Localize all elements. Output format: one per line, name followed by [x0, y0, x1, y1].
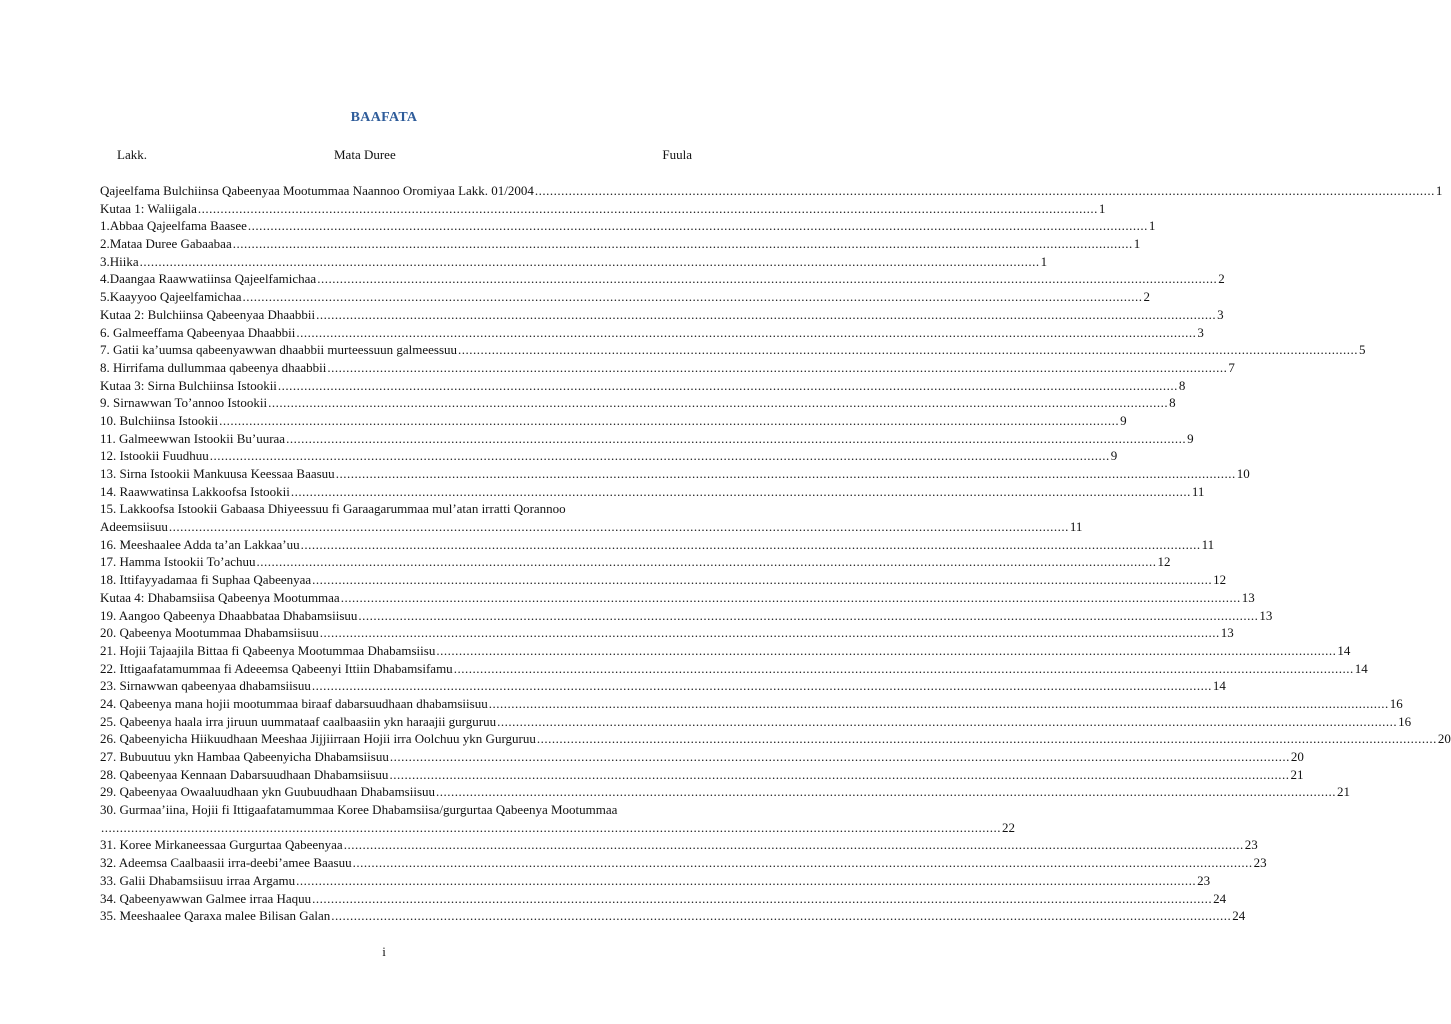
toc-entry-title: 10. Bulchiinsa Istookii	[100, 412, 219, 428]
dot-leader	[358, 607, 1258, 625]
dot-leader	[458, 341, 1358, 359]
toc-entry-page: 2	[1218, 271, 1225, 287]
toc-entry-title: 25. Qabeenya haala irra jiruun uummataaf caalbaasiin ykn haraajii gurguruu	[100, 713, 497, 729]
dot-leader	[535, 182, 1435, 200]
toc-entry-page: 11	[1201, 536, 1215, 552]
toc-entry-title: Kutaa 1: Waliigala	[100, 200, 197, 216]
dot-leader	[101, 819, 1001, 837]
toc-entry-page: 8	[1178, 377, 1186, 393]
table-of-contents	[100, 182, 1451, 925]
toc-entry-page: 14	[1354, 660, 1368, 676]
dot-leader	[489, 695, 1389, 713]
dot-leader	[268, 394, 1168, 412]
toc-entry-title: 12. Istookii Fuudhuu	[100, 448, 209, 464]
dot-leader	[198, 200, 1098, 218]
toc-entry-title: 2.Mataa Duree Gabaabaa	[100, 236, 232, 252]
toc-entry-title: 4.Daangaa Raawwatiinsa Qajeelfamichaa	[100, 271, 317, 287]
toc-entry-page: 9	[1187, 430, 1194, 446]
dot-leader	[389, 766, 1289, 784]
toc-entry-title: 19. Aangoo Qabeenya Dhaabbataa Dhabamsiisuu	[100, 607, 358, 623]
dot-leader	[341, 589, 1241, 607]
toc-entry	[100, 235, 1141, 253]
toc-entry	[100, 500, 698, 518]
dot-leader	[296, 324, 1196, 342]
toc-entry	[100, 288, 1150, 306]
toc-entry	[100, 730, 1451, 748]
toc-entry-title: 7. Gatii ka’uumsa qabeenyawwan dhaabbii murteessuun galmeessuu	[100, 342, 458, 358]
toc-entry	[100, 270, 1225, 288]
toc-entry	[100, 341, 1366, 359]
dot-leader	[436, 783, 1336, 801]
dot-leader	[497, 713, 1397, 731]
dot-leader	[537, 730, 1437, 748]
dot-leader	[320, 624, 1220, 642]
dot-leader	[140, 253, 1040, 271]
toc-entry-title: 17. Hamma Istookii To’achuu	[100, 554, 256, 570]
dot-leader	[312, 677, 1212, 695]
dot-leader	[291, 483, 1191, 501]
toc-entry	[100, 660, 1368, 678]
toc-entry-title: 15. Lakkoofsa Istookii Gabaasa Dhiyeessuu fi Garaagarummaa mul’atan irratti Qorannoo	[100, 501, 566, 517]
toc-entry-page: 21	[1337, 784, 1351, 800]
toc-entry-page: 20	[1437, 731, 1451, 747]
toc-entry	[100, 589, 1255, 607]
toc-entry	[100, 836, 1258, 854]
toc-entry-page: 11	[1069, 519, 1083, 535]
toc-entry-page: 13	[1259, 607, 1273, 623]
toc-entry-title: 9. Sirnawwan To’annoo Istookii	[100, 395, 268, 411]
toc-entry-page: 23	[1197, 872, 1211, 888]
toc-entry-page: 16	[1398, 713, 1412, 729]
toc-entry-page: 13	[1220, 625, 1234, 641]
toc-entry	[100, 553, 1171, 571]
toc-entry-title: 20. Qabeenya Mootummaa Dhabamsiisuu	[100, 625, 319, 641]
toc-entry-page: 9	[1120, 412, 1127, 428]
toc-entry-title: 27. Bubuutuu ykn Hambaa Qabeenyicha Dhabamsiisuu	[100, 749, 389, 764]
toc-entry	[100, 872, 1211, 890]
toc-entry-title: 21. Hojii Tajaajila Bittaa fi Qabeenya Mootummaa Dhabamsiisu	[100, 642, 436, 658]
toc-entry-page: 1	[1040, 253, 1048, 269]
dot-leader	[353, 854, 1253, 872]
toc-entry-title: 30. Gurmaa’iina, Hojii fi Ittigaafatamummaa Koree Dhabamsiisa/gurgurtaa Qabeenya Mootummaa	[100, 802, 618, 818]
toc-entry	[100, 430, 1194, 448]
toc-entry	[100, 713, 1412, 731]
toc-entry-title: Kutaa 2: Bulchiinsa Qabeenyaa Dhaabbii	[100, 306, 316, 322]
toc-entry-title: 5.Kaayyoo Qajeelfamichaa	[100, 289, 242, 305]
dot-leader	[257, 553, 1157, 571]
dot-leader	[301, 536, 1201, 554]
toc-entry-title: 14. Raawwatinsa Lakkoofsa Istookii	[100, 483, 290, 499]
toc-entry-page: 23	[1253, 855, 1267, 871]
toc-title: BAAFATA	[350, 110, 418, 125]
toc-entry	[100, 394, 1176, 412]
dot-leader	[233, 235, 1133, 253]
dot-leader	[248, 217, 1148, 235]
dot-leader	[169, 518, 1069, 536]
toc-entry	[100, 359, 1235, 377]
toc-entry-page: 1	[1148, 218, 1156, 234]
dot-leader	[390, 748, 1290, 766]
toc-entry-page: 10	[1236, 466, 1250, 481]
toc-entry	[100, 571, 1227, 589]
toc-entry-page: 1	[1133, 236, 1141, 252]
toc-entry	[100, 801, 698, 819]
toc-entry-page: 23	[1244, 837, 1258, 853]
toc-entry	[100, 447, 1118, 465]
dot-leader	[316, 306, 1216, 324]
toc-entry-title: 18. Ittifayyadamaa fi Suphaa Qabeenyaa	[100, 572, 312, 588]
toc-entry	[100, 677, 1226, 695]
dot-leader	[242, 288, 1142, 306]
toc-entry-page: 1	[1435, 183, 1443, 198]
dot-leader	[219, 412, 1119, 430]
toc-entry	[100, 642, 1351, 660]
toc-entry-title: 1.Abbaa Qajeelfama Baasee	[100, 218, 247, 234]
toc-entry	[100, 695, 1403, 713]
toc-entry	[100, 607, 1273, 625]
toc-entry-title: 8. Hirrifama dullummaa qabeenya dhaabbii	[100, 359, 327, 375]
toc-entry-title: 23. Sirnawwan qabeenyaa dhabamsiisuu	[100, 678, 311, 694]
toc-entry-page: 14	[1337, 642, 1351, 658]
toc-entry-page: 12	[1213, 572, 1227, 588]
dot-leader	[210, 447, 1110, 465]
toc-entry	[100, 306, 1224, 324]
toc-entry-page: 1	[1098, 200, 1106, 216]
toc-entry-title: 16. Meeshaalee Adda ta’an Lakkaa’uu	[100, 536, 300, 552]
dot-leader	[312, 571, 1212, 589]
toc-entry-title: 22. Ittigaafatamummaa fi Adeeemsa Qabeenyi Ittiin Dhabamsifamu	[100, 660, 453, 676]
toc-entry-page: 14	[1212, 678, 1226, 694]
toc-entry	[100, 182, 1443, 200]
toc-entry-page: 8	[1169, 395, 1176, 411]
toc-entry-title: 6. Galmeeffama Qabeenyaa Dhaabbii	[100, 324, 296, 340]
column-header-subject: Mata Duree	[334, 147, 396, 162]
toc-entry-title: 34. Qabeenyawwan Galmee irraa Haquu	[100, 890, 312, 906]
toc-column-headers	[100, 147, 698, 165]
toc-entry-title: 28. Qabeenyaa Kennaan Dabarsuudhaan Dhabamsiisuu	[100, 766, 389, 782]
dot-leader	[336, 465, 1236, 483]
toc-entry-page: 20	[1290, 749, 1304, 764]
toc-entry-title: 3.Hiika	[100, 253, 139, 269]
toc-entry-page: 7	[1228, 359, 1235, 375]
toc-entry	[100, 253, 1048, 271]
toc-entry-page: 16	[1389, 695, 1403, 711]
toc-entry-continuation	[100, 518, 1083, 536]
toc-entry-page: 2	[1143, 289, 1150, 305]
toc-entry-page: 11	[1191, 483, 1205, 499]
toc-entry-title: Qajeelfama Bulchiinsa Qabeenyaa Mootummaa Naannoo Oromiyaa Lakk. 01/2004	[100, 183, 534, 198]
toc-entry-title: Kutaa 4: Dhabamsiisa Qabeenya Mootummaa	[100, 589, 340, 605]
page-number: i	[382, 944, 386, 959]
toc-entry-title: 11. Galmeewwan Istookii Bu’uuraa	[100, 430, 286, 446]
dot-leader	[296, 872, 1196, 890]
toc-entry-page: 24	[1232, 908, 1246, 924]
toc-entry-page: 24	[1213, 890, 1227, 906]
toc-entry-title: 32. Adeemsa Caalbaasii irra-deebi’amee Baasuu	[100, 855, 352, 871]
toc-entry-page: 3	[1197, 324, 1204, 340]
toc-entry	[100, 890, 1227, 908]
toc-entry-page: 5	[1359, 342, 1366, 358]
toc-entry-title: 24. Qabeenya mana hojii mootummaa biraaf dabarsuudhaan dhabamsiisuu	[100, 695, 488, 711]
dot-leader	[278, 377, 1178, 395]
dot-leader	[327, 359, 1227, 377]
toc-entry	[100, 465, 1250, 483]
toc-entry-title: 31. Koree Mirkaneessaa Gurgurtaa Qabeenyaa	[100, 837, 343, 853]
toc-entry	[100, 907, 1246, 925]
toc-entry	[100, 483, 1205, 501]
toc-entry-title: 35. Meeshaalee Qaraxa malee Bilisan Galan	[100, 908, 331, 924]
toc-entry	[100, 217, 1156, 235]
toc-entry-title: 29. Qabeenyaa Owaaluudhaan ykn Guubuudhaan Dhabamsiisuu	[100, 784, 436, 800]
toc-entry-page: 21	[1290, 766, 1304, 782]
toc-entry	[100, 377, 1186, 395]
toc-entry	[100, 624, 1234, 642]
toc-entry-page: 3	[1217, 306, 1224, 322]
toc-entry-page: 13	[1241, 589, 1255, 605]
toc-entry	[100, 412, 1127, 430]
toc-entry	[100, 324, 1204, 342]
toc-entry-page: 22	[1002, 819, 1015, 835]
dot-leader	[331, 907, 1231, 925]
toc-entry-title: 13. Sirna Istookii Mankuusa Keessaa Baasuu	[100, 466, 335, 481]
toc-entry	[100, 783, 1351, 801]
dot-leader	[344, 836, 1244, 854]
toc-entry	[100, 200, 1106, 218]
dot-leader	[312, 890, 1212, 908]
toc-entry-continuation	[100, 819, 1015, 837]
dot-leader	[286, 430, 1186, 448]
toc-entry-title: 33. Galii Dhabamsiisuu irraa Argamu	[100, 872, 296, 888]
column-header-page: Fuula	[662, 147, 692, 162]
dot-leader	[436, 642, 1336, 660]
dot-leader	[454, 660, 1354, 678]
toc-entry	[100, 536, 1215, 554]
toc-entry	[100, 766, 1304, 784]
column-header-number: Lakk.	[117, 147, 147, 162]
dot-leader	[317, 270, 1217, 288]
toc-entry-page: 12	[1157, 554, 1171, 570]
toc-entry-title: 26. Qabeenyicha Hiikuudhaan Meeshaa Jijjiirraan Hojii irra Oolchuu ykn Gurguruu	[100, 731, 536, 747]
toc-entry-page: 9	[1110, 448, 1118, 464]
toc-entry	[100, 748, 1304, 766]
toc-entry-title-continuation: Adeemsiisuu	[100, 519, 168, 535]
toc-entry	[100, 854, 1267, 872]
toc-entry-title: Kutaa 3: Sirna Bulchiinsa Istookii	[100, 377, 277, 393]
